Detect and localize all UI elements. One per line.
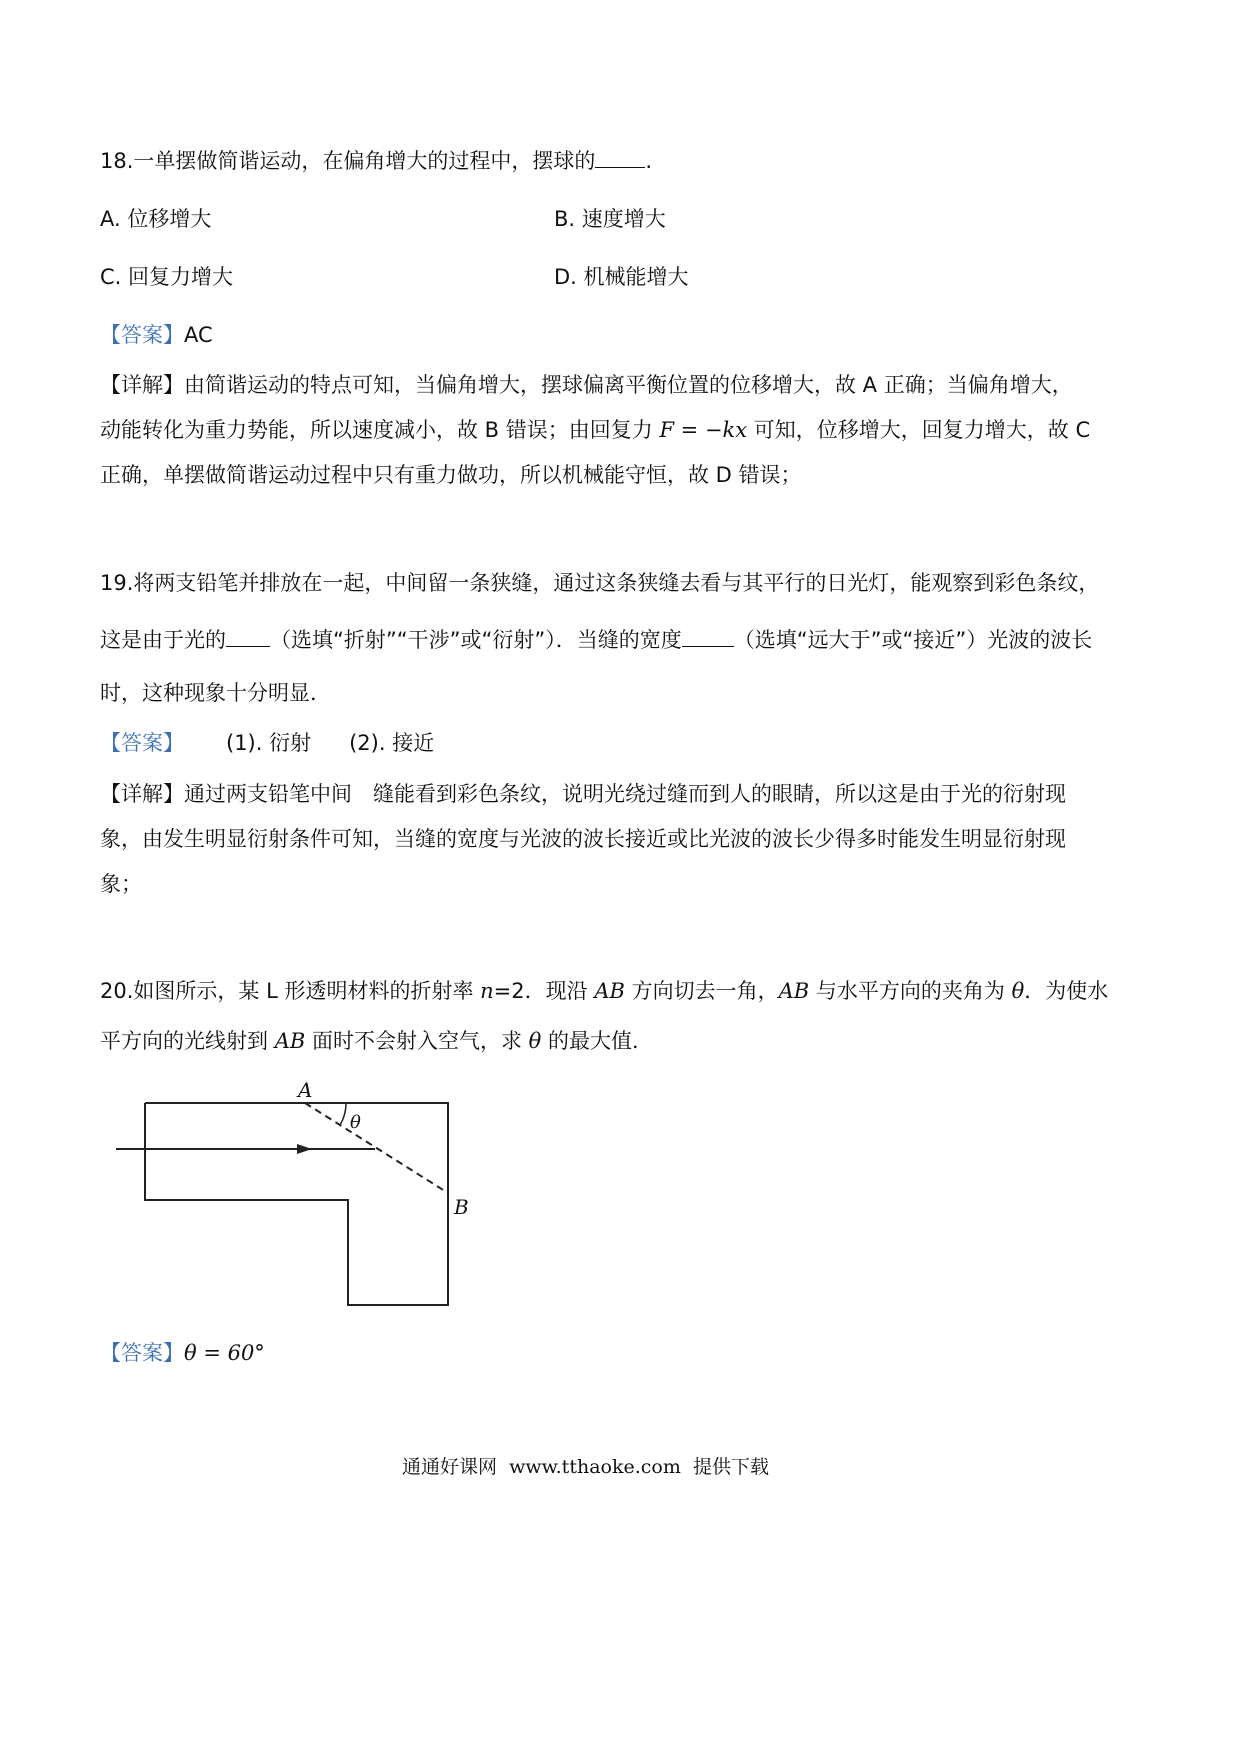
q20-stem-line-2: 平方向的光线射到 AB 面时不会射入空气，求 θ 的最大值． xyxy=(100,1029,653,1053)
label-a: A xyxy=(298,1078,313,1102)
q18-option-c: C. 回复力增大 xyxy=(100,265,234,289)
q18-option-b: B. 速度增大 xyxy=(554,207,666,231)
q18-option-d: D. 机械能增大 xyxy=(554,265,689,289)
q18-detail-line-3: 正确，单摆做简谐运动过程中只有重力做功，所以机械能守恒，故 D 错误； xyxy=(100,463,802,487)
detail-tag: 【详解】 xyxy=(100,373,184,397)
q19-detail-line-2: 象，由发生明显衍射条件可知，当缝的宽度与光波的波长接近或比光波的波长少得多时能发生明显衍射现 xyxy=(100,827,1066,851)
answer-tag: 【答案】 xyxy=(100,323,184,347)
q18-answer xyxy=(100,320,213,350)
answer-tag: 【答案】 xyxy=(100,731,184,755)
detail-tag: 【详解】 xyxy=(100,782,184,806)
answer-value-1: (1). 衍射 xyxy=(226,731,312,755)
q20-stem-line-1: 20.如图所示，某 L 形透明材料的折射率 n=2．现沿 AB 方向切去一角，AB 与水平方向的夹角为 θ．为使水 xyxy=(100,979,1109,1003)
q19-detail-line-1: 【详解】通过两支铅笔中间 缝能看到彩色条纹，说明光绕过缝而到人的眼睛，所以这是由于光的衍射现 xyxy=(100,782,1066,806)
answer-value: AC xyxy=(184,323,213,347)
l-shape-outline xyxy=(145,1103,448,1305)
answer-tag: 【答案】 xyxy=(100,1341,184,1365)
q19-answer xyxy=(100,728,434,758)
answer-value-2: (2). 接近 xyxy=(349,731,435,755)
answer-blank-2 xyxy=(682,628,734,647)
label-b: B xyxy=(454,1195,469,1219)
footer xyxy=(402,1452,769,1479)
label-theta: θ xyxy=(350,1112,361,1133)
arrowhead xyxy=(297,1144,312,1154)
q19-stem-line-1: 19.将两支铅笔并排放在一起，中间留一条狭缝，通过这条狭缝去看与其平行的日光灯，能观察到彩色条纹， xyxy=(100,571,1100,595)
footer-url: www.tthaoke.com xyxy=(509,1456,681,1478)
q18-stem: 18.一单摆做简谐运动，在偏角增大的过程中，摆球的 . xyxy=(100,149,653,173)
answer-blank xyxy=(595,149,645,168)
l-shape-figure xyxy=(100,1070,500,1320)
answer-value: θ = 60° xyxy=(184,1341,265,1365)
q19-stem-line-2: 这是由于光的 （选填“折射”“干涉”或“衍射”）．当缝的宽度 （选填“远大于”或“接近”）光波的波长 xyxy=(100,628,1093,652)
q18-detail-line-1: 【详解】由简谐运动的特点可知，当偏角增大，摆球偏离平衡位置的位移增大，故 A 正确；当偏角增大， xyxy=(100,373,1073,397)
q20-answer xyxy=(100,1338,265,1368)
q19-stem-line-3: 时，这种现象十分明显． xyxy=(100,681,331,705)
angle-arc xyxy=(340,1103,346,1125)
q19-detail-line-3: 象； xyxy=(100,872,142,896)
formula: F = −kx xyxy=(659,418,748,442)
q18-detail-line-2: 动能转化为重力势能，所以速度减小，故 B 错误；由回复力 F = −kx 可知，位移增大，回复力增大，故 C xyxy=(100,418,1091,442)
footer-site-name: 通通好课网 xyxy=(402,1456,498,1478)
answer-blank-1 xyxy=(226,628,270,647)
q18-option-a: A. 位移增大 xyxy=(100,207,212,231)
footer-download-text: 提供下载 xyxy=(692,1456,769,1478)
